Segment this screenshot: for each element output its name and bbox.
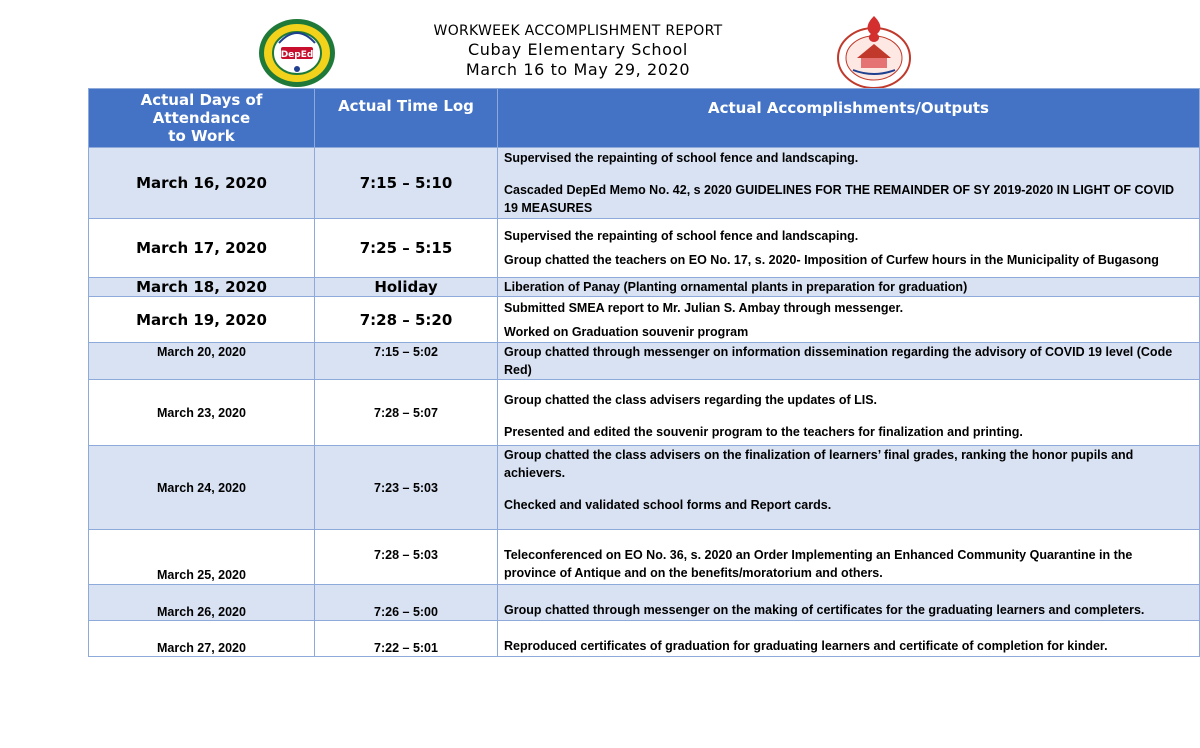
attendance-date: March 24, 2020 xyxy=(89,446,315,530)
time-log: 7:26 – 5:00 xyxy=(315,585,498,621)
table-row xyxy=(89,446,1200,530)
time-log: 7:15 – 5:10 xyxy=(315,148,498,219)
table-row xyxy=(89,278,1200,297)
accomplishment-table xyxy=(88,88,1199,657)
table-row xyxy=(89,530,1200,585)
attendance-date: March 17, 2020 xyxy=(89,219,315,278)
accomplishment-cell: Group chatted through messenger on the making of certificates for the graduating learners and completers. xyxy=(498,585,1200,621)
attendance-date: March 27, 2020 xyxy=(89,621,315,657)
header-days-line3: to Work xyxy=(168,127,235,145)
accomplishment-cell: Supervised the repainting of school fence and landscaping. Group chatted the teachers on EO No. 17, s. 2020- Imposition of Curfew hours in the Municipality of Bugasong xyxy=(498,219,1200,278)
header-time-log: Actual Time Log xyxy=(315,89,498,148)
table-header-row xyxy=(89,89,1200,148)
attendance-date: March 18, 2020 xyxy=(89,278,315,297)
table-row xyxy=(89,621,1200,657)
time-log: 7:23 – 5:03 xyxy=(315,446,498,530)
school-name: Cubay Elementary School xyxy=(468,40,688,59)
table-row xyxy=(89,148,1200,219)
time-log: 7:28 – 5:20 xyxy=(315,297,498,343)
accomplishment-cell: Submitted SMEA report to Mr. Julian S. Ambay through messenger. Worked on Graduation souvenir program xyxy=(498,297,1200,343)
attendance-date: March 16, 2020 xyxy=(89,148,315,219)
table-row xyxy=(89,380,1200,446)
municipal-seal-logo xyxy=(833,12,915,90)
header-days-line1: Actual Days of xyxy=(140,91,263,109)
report-title: WORKWEEK ACCOMPLISHMENT REPORT xyxy=(433,23,723,39)
table-row xyxy=(89,219,1200,278)
accomplishment-cell: Group chatted the class advisers on the finalization of learners’ final grades, ranking the honor pupils and achievers. Checked and validated school forms and Report cards. xyxy=(498,446,1200,530)
table-row xyxy=(89,343,1200,380)
time-log: 7:25 – 5:15 xyxy=(315,219,498,278)
report-header xyxy=(0,0,1200,88)
attendance-date: March 26, 2020 xyxy=(89,585,315,621)
accomplishment-cell: Supervised the repainting of school fence and landscaping. Cascaded DepEd Memo No. 42, s 2020 GUIDELINES FOR THE REMAINDER OF SY 2019-2020 IN LIGHT OF COVID 19 MEASURES xyxy=(498,148,1200,219)
school-seal-logo xyxy=(257,17,337,89)
attendance-date: March 23, 2020 xyxy=(89,380,315,446)
attendance-date: March 25, 2020 xyxy=(89,530,315,585)
time-log: 7:28 – 5:03 xyxy=(315,530,498,585)
time-log: 7:28 – 5:07 xyxy=(315,380,498,446)
table-row xyxy=(89,585,1200,621)
report-title-block xyxy=(360,22,796,80)
accomplishment-cell: Reproduced certificates of graduation for graduating learners and certificate of completion for kinder. xyxy=(498,621,1200,657)
header-days-of-attendance xyxy=(89,89,315,148)
table-row xyxy=(89,297,1200,343)
accomplishment-cell: Group chatted through messenger on information dissemination regarding the advisory of COVID 19 level (Code Red) xyxy=(498,343,1200,380)
header-days-line2: Attendance xyxy=(152,109,251,127)
time-log: 7:15 – 5:02 xyxy=(315,343,498,380)
attendance-date: March 19, 2020 xyxy=(89,297,315,343)
report-period: March 16 to May 29, 2020 xyxy=(465,60,691,79)
time-log: 7:22 – 5:01 xyxy=(315,621,498,657)
time-log: Holiday xyxy=(315,278,498,297)
header-accomplishments: Actual Accomplishments/Outputs xyxy=(498,89,1200,148)
deped-text: DepEd xyxy=(280,50,314,60)
attendance-date: March 20, 2020 xyxy=(89,343,315,380)
accomplishment-cell: Teleconferenced on EO No. 36, s. 2020 an Order Implementing an Enhanced Community Quarantine in the province of Antique and on the benefits/moratorium and others. xyxy=(498,530,1200,585)
accomplishment-cell: Liberation of Panay (Planting ornamental plants in preparation for graduation) xyxy=(498,278,1200,297)
accomplishment-cell: Group chatted the class advisers regarding the updates of LIS. Presented and edited the souvenir program to the teachers for finalization and printing. xyxy=(498,380,1200,446)
